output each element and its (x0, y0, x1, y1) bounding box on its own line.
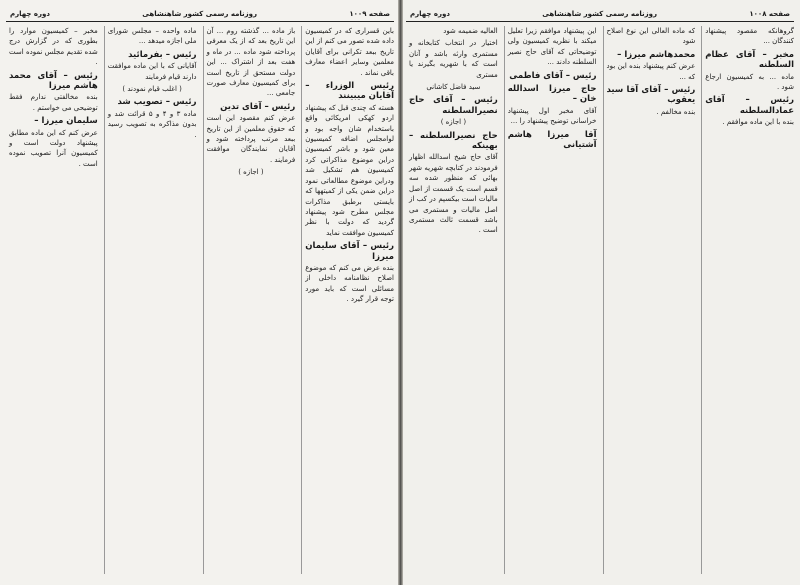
paragraph: گروهانکه مقصود پیشنهاد کنندگان ... (705, 27, 794, 46)
text-column (104, 26, 197, 574)
speaker-heading: رئیس – تصویب شد (117, 97, 197, 108)
centered-note: ( اغلب قیام نمودند ) (122, 85, 182, 94)
text-column (203, 26, 296, 574)
speaker-heading: رئیس الوزراء – آقایان میبینند (305, 81, 394, 102)
page-number: صفحه ۱۰۰۹ (349, 10, 390, 18)
paragraph: آقای حاج شیخ اسدالله اظهار فرمودند در کتابچه شهریه شهر بهائی که منظور شده سه قسم است یک قسمت از اصل مالیات است بیکسپم در کب از اصل مالیات و مستمری می باشد قسمت ثالث مستمری است . (409, 153, 498, 235)
paragraph: ماده ۳ و ۴ و ۵ قرائت شد و بدون مذاکره به تصویب رسید . (107, 109, 197, 139)
speaker-heading: محمدهاشم میرزا – (617, 49, 696, 60)
page-gutter (398, 0, 403, 585)
centered-note: ( اجازه ) (440, 118, 467, 127)
speaker-heading: مخبر – آقای عظام السلطنه (705, 49, 794, 71)
text-column (701, 26, 794, 574)
text-column (6, 26, 98, 574)
text-column (603, 26, 696, 574)
speaker-heading: رئیس – آقای آقا سید یعقوب (606, 85, 696, 106)
paragraph: بنده با این ماده موافقم . (722, 118, 794, 127)
speaker-heading: رئیس – آقای محمد هاشم میرزا (9, 70, 98, 92)
period-label: دوره چهارم (410, 10, 450, 18)
speaker-heading: رئیس – آقای فاطمی (509, 70, 597, 81)
paragraph: بنده مخالفتی ندارم فقط توضیحی می خواستم . (9, 93, 98, 112)
newspaper-title: روزنامه رسمی کشور شاهنشاهی (142, 10, 258, 18)
page-header (6, 6, 394, 22)
speaker-heading: حاج میرزا اسدالله خان – (507, 84, 597, 105)
paragraph: ماده واحده – مجلس شورای ملی اجازه میدهد ... (107, 27, 197, 46)
centered-note: ( اجازه ) (238, 168, 264, 177)
paragraph: بنده عرض می کنم که موضوع اصلاح نظامنامه داخلی از مسائلی است که باید مورد توجه قرار گیرد . (305, 263, 394, 304)
page-number: صفحه ۱۰۰۸ (749, 10, 790, 18)
speaker-heading: رئیس – بفرمائید (128, 49, 197, 60)
text-columns (6, 22, 394, 574)
paragraph: ماده ... به کمیسیون ارجاع شود . (705, 72, 794, 92)
paragraph: هسته که چندی قبل که پیشنهاد اردو کهکی امریکائی واقع باستخدام شان واجه بود و لوامجلس اضافه کمیسیون معین شود و باشر کمیسیون دراین موضوع مذاکراتی کرد کمیسیون هم تشکیل شد ودراین موضوع مطالعاتی نمود دراین ضمن یکی از کمیتهها که بایستی برطبق مذاکرات مجلس مطرح شود پیشنهاد گردید که دولت با نظر کمیسیون موافقت نماید (305, 103, 394, 237)
speaker-heading: رئیس – آقای سلیمان میرزا (305, 241, 394, 262)
paragraph: این پیشنهاد موافقم زیرا تعلیل میکند با نظریه کمیسیون ولی توضیحاتی که آقای حاج نصیر السلطنه دادند ... (507, 27, 597, 67)
speaker-heading: سلیمان میرزا – (34, 116, 98, 127)
paragraph: عرض کنم که این ماده مطابق پیشنهاد دولت است و کمیسیون آنرا تصویب نموده است . (9, 128, 98, 168)
paragraph: آقایانی که با این ماده موافقت دارند قیام فرمایند (107, 62, 197, 81)
text-columns (406, 22, 794, 574)
centered-note: سید فاضل کاشانی (426, 83, 481, 92)
speaker-heading: حاج نصیرالسلطنه – بهینکه (409, 130, 498, 152)
paragraph: عرض کنم پیشنهاد بنده این بود که ... (606, 62, 696, 81)
newspaper-title: روزنامه رسمی کشور شاهنشاهی (542, 10, 658, 18)
paragraph: آقای مخبر اول پیشنهاد خراسانی توضیح پیشنهاد را ... (507, 106, 597, 126)
paragraph: بنده مخالفم . (656, 107, 696, 116)
paragraph: عرض کنم مقصود این است که حقوق معلمین از این تاریخ ببعد مرتب پرداخته شود و آقایان نمایندگان موافقت فرمایند . (206, 114, 296, 164)
paragraph: اختیار در انتخاب کتابخانه و مستمری وارثه باشد و آنان است که با شهریه بگیرند یا مستری (409, 39, 498, 79)
speaker-heading: رئیس – آقای عمادالسلطنه (705, 95, 794, 116)
paragraph: باز ماده ... گذشته روم ... آن این تاریخ بعد که از یک معرفی پرداخته شود ماده ... در ماه و هفت بعد از اشتراک ... این دولت مستحق از تاریخ است برای کمیسیون معارف صورت جامعی ... (206, 27, 296, 98)
paragraph: باین قسراری که در کمیسیون داده شده تصور می کنم از این تاریخ ببعد تکرانی برای آقایان معلمین وسایر اعضاء معارف باقی نماند . (305, 27, 394, 77)
text-column (301, 26, 394, 574)
period-label: دوره چهارم (10, 10, 50, 18)
paragraph: العالیه ضمیمه شود (443, 27, 498, 35)
page-header (406, 6, 794, 22)
text-column (504, 26, 597, 574)
paragraph: که ماده العالی این نوع اصلاح شود (606, 27, 696, 46)
speaker-heading: رئیس – آقای حاج نصیرالسلطنه (409, 95, 498, 116)
text-column (406, 26, 498, 574)
speaker-heading: رئیس – آقای تدین (220, 101, 296, 112)
paragraph: مخبر – کمیسیون موارد را بطوری که در گزارش درج شده تقدیم مجلس نموده است . (9, 27, 98, 67)
speaker-heading: آقا میرزا هاشم آشتیانی (507, 129, 597, 151)
page-right (400, 0, 800, 585)
